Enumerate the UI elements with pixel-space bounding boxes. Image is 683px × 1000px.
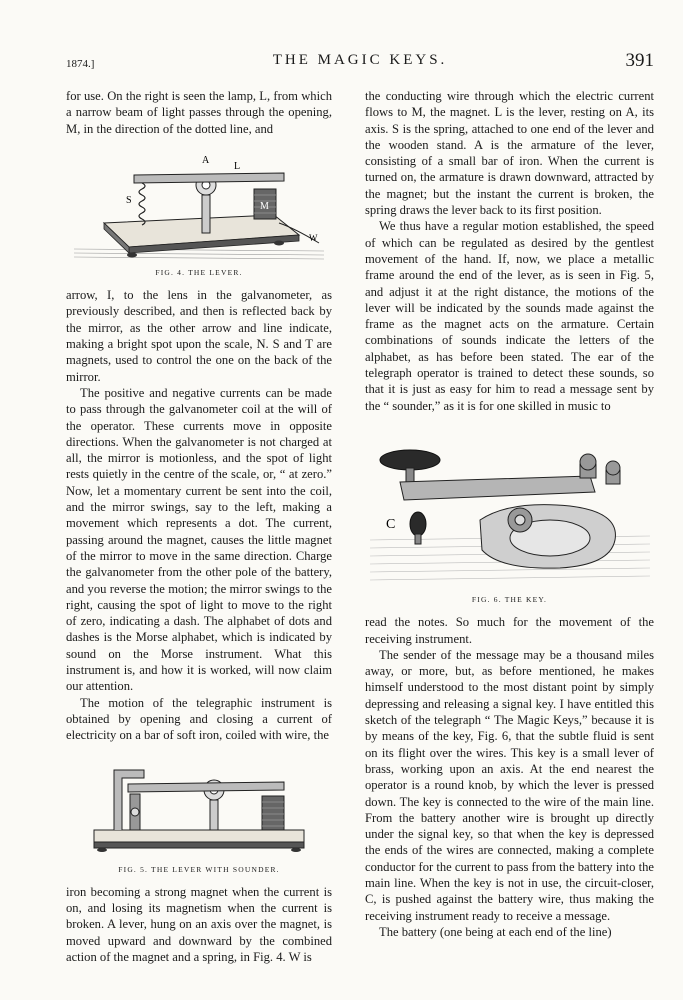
figure-4-caption: FIG. 4. THE LEVER. (155, 267, 243, 277)
figure-6-caption: FIG. 6. THE KEY. (471, 594, 548, 604)
lever-illustration (74, 143, 324, 263)
figure-5-caption: FIG. 5. THE LEVER WITH SOUNDER. (118, 864, 280, 874)
label-w: W (309, 232, 318, 243)
label-l: L (234, 160, 241, 172)
paragraph: for use. On the right is seen the lamp, L, from which a narrow beam of light passes through the opening, M, in the direction of the dotted line, and (66, 89, 332, 136)
left-column (66, 88, 332, 965)
figure-6 (365, 420, 654, 608)
paragraph: arrow, I, to the lens in the galvanometer, as previously described, and then is reflected back by the mirror, as the other arrow and line indicate, making a bright spot upon the scale, N. S and T are magnets, used to control the one on the back of the mirror. (66, 288, 332, 384)
header-date: 1874.] (66, 58, 95, 70)
lever-with-sounder-illustration (84, 750, 314, 860)
running-header (66, 52, 654, 76)
paragraph: The battery (one being at each end of the line) (379, 924, 612, 939)
paragraph: iron becoming a strong magnet when the current is on, and losing its magnetism when the current is broken. A lever, hung on an axis over the magnet, is moved upward and downward by the combined action of the magnet and a spring, in Fig. 4. W is (66, 884, 332, 964)
label-m: M (260, 200, 269, 212)
paragraph: We thus have a regular motion established, the speed of which can be regulated as desired by the gentlest movement of the hand. If, now, we place a metallic frame around the end of the lever, as is seen in Fig. 5, and adjust it at the right distance, the motions of the lever will be indicated by the sounds made against the frame as the magnet acts on the armature. Certain combinations of sounds indicate the letters of the alphabet, as has before been stated. The ear of the telegraph operator is trained to detect these sounds, so that it is just as easy for him to read a message sent by the “ sounder,” as it is for one skilled in music to (365, 219, 654, 413)
right-column (365, 88, 654, 940)
figure-5 (66, 750, 332, 878)
paragraph: The motion of the telegraphic instrument is obtained by opening and closing a current of electricity on a bar of soft iron, coiled with wire, the (66, 695, 332, 743)
label-s: S (126, 194, 132, 206)
label-a: A (202, 154, 210, 166)
header-title: THE MAGIC KEYS. (272, 52, 448, 68)
paragraph: The sender of the message may be a thousand miles away, or more, but, as before mentioned, he makes himself understood to the most distant point by simply depressing and releasing a signal key. I have entitled this sketch of the telegraph “ The Magic Keys,” because it is by means of the key, Fig. 6, that the subtle fluid is sent on its flight over the wires. This key is a small lever of brass, working upon an axis. At the end nearest the operator is a round knob, by which the lever is pressed down. The key is connected to the wire of the main line. From the battery another wire is brought up directly under the signal key, so that when the key is depressed the ends of the wires are connected, making a complete conductor for the current to pass from the battery into the main line. When the key is not in use, the circuit-closer, C, is pushed against the battery wire, thus making the receiving instrument ready to receive a message. (365, 647, 654, 923)
page-number: 391 (625, 50, 654, 71)
label-c: C (385, 516, 395, 532)
paragraph: The positive and negative currents can be made to pass through the galvanometer coil at the will of the operator. These currents move in opposite directions. When the galvanometer is not charged at all, the mirror is motionless, and the spot of light rests quietly in the centre of the scale, or, “ at zero.” Now, let a momentary current be sent into the coil, and the mirror swings, say to the left, making a movement which represents a dot. The current, passing around the magnet, causes the little magnet of the mirror to move in the same direction. Charge the galvanometer from the other pole of the battery, and you reverse the motion; the mirror swings to the right, causing the spot of light to move to the right of zero, indicating a dash. The alphabet of dots and dashes is the Morse alphabet, which is indicated by sound on the Morse instrument. What this instrument is, and how it is worked, will now claim our attention. (66, 385, 332, 694)
paragraph: read the notes. So much for the movement of the receiving instrument. (365, 615, 654, 646)
paragraph: the conducting wire through which the electric current flows to M, the magnet. L is the lever, resting on A, its axis. S is the spring, attached to one end of the lever and the wooden stand. A is the armature of the lever, consisting of a small bar of iron. When the current is turned on, the armature is drawn downward, attracted by the magnet; but the instant the current is broken, the spring draws the lever back to its first position. (365, 89, 654, 218)
telegraph-key-illustration (370, 420, 650, 590)
figure-4 (66, 143, 332, 281)
